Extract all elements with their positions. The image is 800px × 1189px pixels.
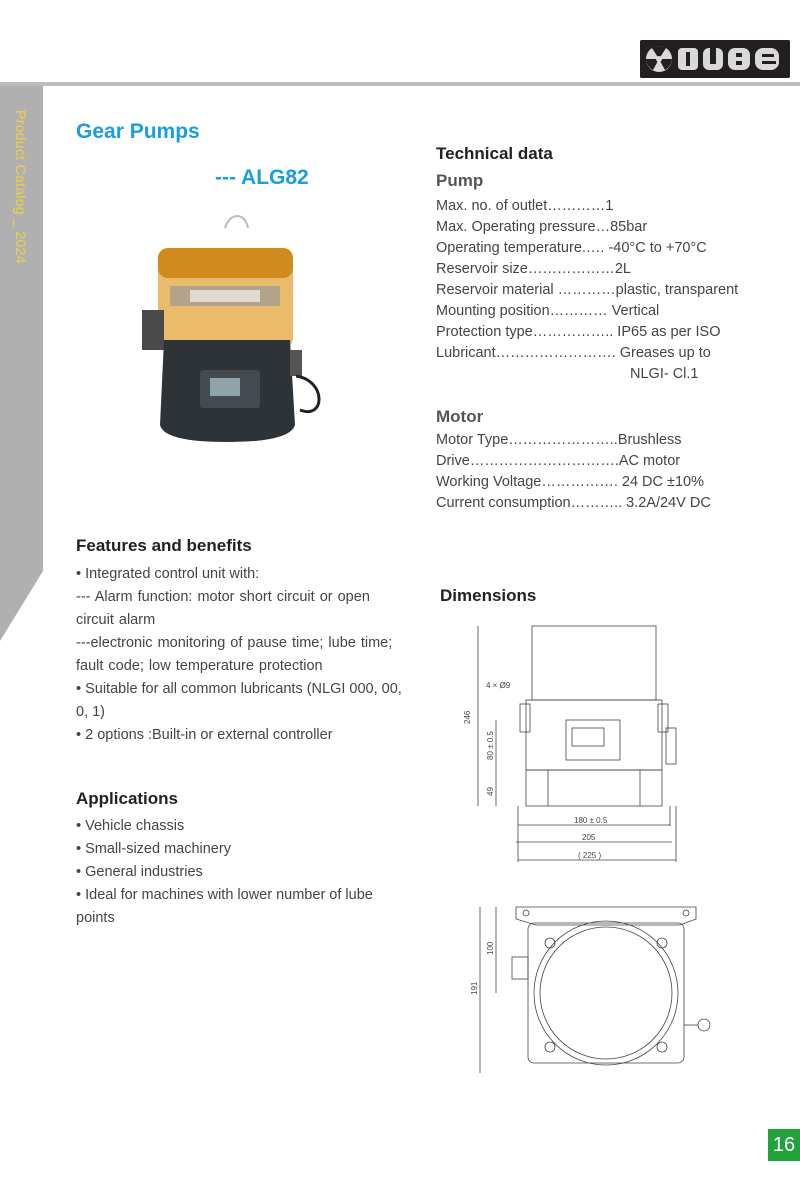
front-dimension-drawing: [460, 620, 690, 870]
spec-line: Max. Operating pressure…85bar: [436, 219, 648, 235]
pump-heading: Pump: [436, 171, 484, 190]
spec-line: Current consumption……….. 3.2A/24V DC: [436, 495, 711, 511]
application-item: • Ideal for machines with lower number of lube points: [76, 887, 373, 926]
pump-spec-list: [436, 196, 786, 385]
brand-logo: [640, 40, 790, 78]
catalog-label: Product Catalog _ 2024: [13, 110, 29, 264]
spec-line: Motor Type…………………..Brushless: [436, 432, 682, 448]
feature-item: • Integrated control unit with:: [76, 566, 260, 582]
top-dimension-drawing: [460, 895, 720, 1080]
product-photo: [130, 210, 330, 450]
features-list: [76, 563, 406, 747]
technical-data-heading: Technical data: [436, 144, 553, 163]
spec-line: Operating temperature.…. -40°C to +70°C: [436, 240, 707, 256]
dim-label-width-2: 205: [582, 833, 596, 842]
spec-line-continuation: NLGI- Cl.1: [630, 366, 699, 382]
dim-label-holes: 4 × Ø9: [486, 681, 511, 690]
feature-item: --- Alarm function: motor short circuit or open circuit alarm: [76, 589, 370, 628]
dim-label-width-3: ( 225 ): [578, 851, 602, 860]
model-name: --- ALG82: [215, 166, 309, 189]
spec-line: Reservoir size………………2L: [436, 261, 631, 277]
dimensions-heading: Dimensions: [440, 586, 537, 605]
feature-item: • Suitable for all common lubricants (NLGI 000, 00, 0, 1): [76, 681, 402, 720]
page-title: Gear Pumps: [76, 120, 200, 143]
header-divider: [0, 82, 800, 86]
dim-label-height-mid: 80 ± 0.5: [486, 731, 495, 760]
dim-label-height-total: 246: [463, 710, 472, 724]
feature-item: • 2 options :Built-in or external controller: [76, 727, 333, 743]
applications-heading: Applications: [76, 789, 179, 808]
features-heading: Features and benefits: [76, 536, 252, 555]
spec-line: Working Voltage……………. 24 DC ±10%: [436, 474, 704, 490]
spec-line: Mounting position………… Vertical: [436, 303, 660, 319]
application-item: • Small-sized machinery: [76, 841, 231, 857]
spec-line: Protection type…………….. IP65 as per ISO: [436, 324, 721, 340]
spec-line: Drive………………………….AC motor: [436, 453, 681, 469]
dim-label-depth-1: 100: [486, 941, 495, 955]
feature-item: ---electronic monitoring of pause time; lube time; fault code; low temperature protection: [76, 635, 393, 674]
spec-line: Max. no. of outlet…………1: [436, 198, 614, 214]
dim-label-width-1: 180 ± 0.5: [574, 816, 608, 825]
dim-label-height-low: 49: [486, 787, 495, 796]
page-number-badge: 16: [768, 1129, 800, 1161]
spec-line: Lubricant……………………. Greases up to: [436, 345, 711, 361]
motor-heading: Motor: [436, 407, 484, 426]
applications-list: [76, 815, 406, 930]
motor-spec-list: [436, 430, 786, 514]
application-item: • General industries: [76, 864, 203, 880]
application-item: • Vehicle chassis: [76, 818, 185, 834]
spec-line: Reservoir material …………plastic, transparent: [436, 282, 739, 298]
dim-label-depth-2: 191: [470, 981, 479, 995]
